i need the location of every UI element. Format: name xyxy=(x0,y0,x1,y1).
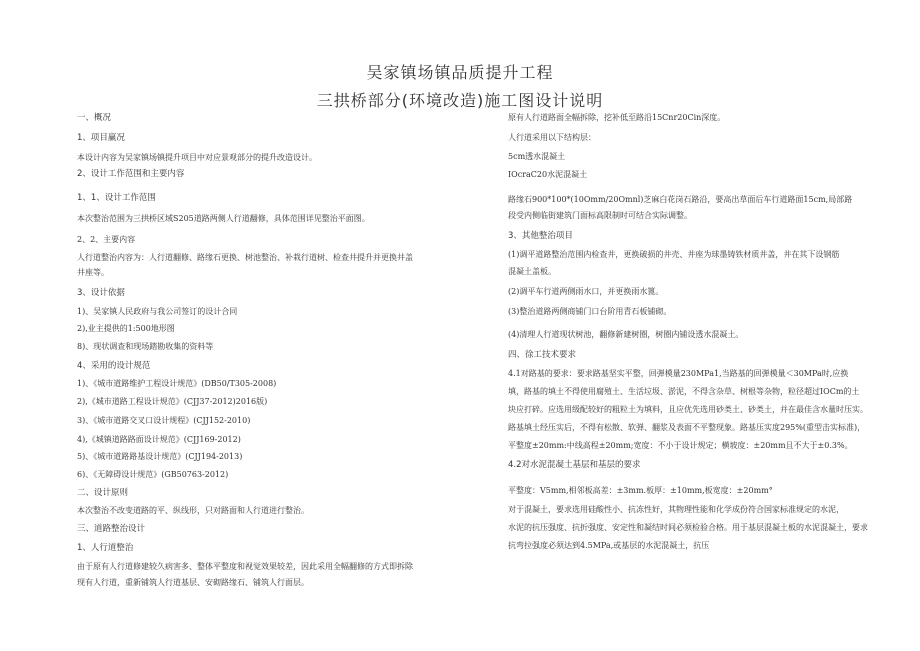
paragraph-line: (4)清理人行道现状树池，翻修新建树圈，树圈内铺设透水混凝土。 xyxy=(508,330,744,339)
paragraph-line: 4.1对路基的要求：要求路基坚实平整，回弹模量230MPa1,当路基的回弹模量＜30MPa时,应换 xyxy=(508,369,849,378)
paragraph-line: 混凝土盖板。 xyxy=(508,267,556,276)
document-subtitle: 三拱桥部分(环境改造)施工图设计说明 xyxy=(316,91,604,110)
paragraph-line: IOcraC20水泥混凝土 xyxy=(508,170,588,179)
paragraph-line: 6)、《无障碍设计规范》(GB50763-2012) xyxy=(77,470,229,479)
paragraph-line: 井座等。 xyxy=(77,268,109,277)
paragraph-line: 现有人行道，重新铺筑人行道基层、安砌路缘石、铺筑人行面层。 xyxy=(77,578,309,587)
paragraph-line: 人行道整治内容为：人行道翻修、路缘石更换、树池整治、补栽行道树、检查井提升并更换井盖 xyxy=(77,253,413,262)
paragraph-line: 抗弯拉强度必须达到4.5MPa,或基层的水泥混凝土，抗压 xyxy=(508,541,710,550)
paragraph-line: 本设计内容为吴家镇场镇提升项目中对应景观部分的提升改造设计。 xyxy=(77,153,317,162)
section-heading: 3、设计依据 xyxy=(77,288,125,298)
paragraph-line: 本次整治范围为三拱桥区域S205道路两侧人行道翻修，具体范围详见整治平面图。 xyxy=(77,214,370,223)
paragraph-line: (1)调平道路整治范围内检查井，更换破损的井壳、井座为球墨铸铁材质井盖，井在其下设钢筋 xyxy=(508,250,840,259)
paragraph-line: 4),《城镇道路路面设计规范》(CJJ169-2012) xyxy=(77,435,241,444)
paragraph-line: 5cm透水混凝土 xyxy=(508,152,566,161)
paragraph-line: 原有人行道路面全幅拆除，挖补低至路沿15Cnr20Cin深度。 xyxy=(508,113,726,122)
paragraph-line: 平整度：V5mm,相邻板高差：±3mm.板厚：±10mm,板宽度：±20mm° xyxy=(508,486,773,495)
section-heading: 四、徐工技术要求 xyxy=(508,350,577,360)
section-heading: 3、其他整治项目 xyxy=(508,231,573,241)
paragraph-line: 填，路基的填土不得使用腐殖土、生活垃圾、淤泥，不得含杂草、树根等杂物，粒径超过IOCm的土 xyxy=(508,387,860,396)
paragraph-line: 5)、《城市道路路基设计规范》(CJJ194-2013) xyxy=(77,452,243,461)
paragraph-line: 路基填土经压实后，不得有松散、软弹、翻浆及表面不平整现象。路基压实度295%(重型击实标准)， xyxy=(508,423,866,432)
paragraph-line: 2),《城市道路工程设计规范》(CJJ37-2012)2016版) xyxy=(77,397,268,406)
paragraph-line: 对于混凝土，要求选用硅酸性小、抗冻性好，其物理性能和化学成份符合国家标准规定的水泥， xyxy=(508,505,844,514)
paragraph-line: 2、2、主要内容 xyxy=(77,235,136,244)
section-heading: 三、道路整治设计 xyxy=(77,524,146,534)
section-heading: 二、设计原则 xyxy=(77,488,129,498)
paragraph-line: 由于原有人行道修建较久病害多、整体平整度和视觉效果较差，因此采用全幅翻修的方式即拆除 xyxy=(77,562,413,571)
paragraph-line: 1)、《城市道路维护工程设计规范》(DB50/T305-2008) xyxy=(77,379,277,388)
section-heading: 1、人行道整治 xyxy=(77,543,134,553)
section-heading: 2、设计工作范围和主要内容 xyxy=(77,169,185,179)
paragraph-line: 块应打碎。应选用级配较好的粗粒土为填料，且应优先选用砂类土、砂类土，并在最佳含水量时压实。 xyxy=(508,405,868,414)
section-heading: 1、项目赢况 xyxy=(77,133,125,143)
paragraph-line: 8)、现状调查和现场踏勘收集的资料等 xyxy=(77,342,214,351)
paragraph-line: 人行道采用以下结构层： xyxy=(508,133,596,142)
section-heading: 4.2对水泥混凝土基层和基层的要求 xyxy=(508,460,641,470)
paragraph-line: 路缘石900*100*(10Omm/20Omnl)芝麻白花岗石路沿，要高出草面后车行道路面15cm,局部路 xyxy=(508,195,853,204)
section-heading: 1、1、设计工作范围 xyxy=(77,193,156,203)
document-title: 吴家镇场镇品质提升工程 xyxy=(366,63,554,82)
paragraph-line: 段受内侧临街建筑门面标高限制时可结合实际调整。 xyxy=(508,211,692,220)
paragraph-line: 3)、《城市道路交叉口设计规程》(CJJ152-2010) xyxy=(77,416,251,425)
paragraph-line: 水泥的抗压强度、抗折强度、安定性和凝结时间必须检验合格。用于基层混凝土板的水泥混凝土，要求 xyxy=(508,523,868,532)
paragraph-line: 平整度±20mm:中线高程±20mm;宽度：不小于设计规定；横坡度：±20mm且不大于±0.3%。 xyxy=(508,441,853,450)
paragraph-line: 本次整治不改变道路的平、纵线形，只对路面和人行道进行整治。 xyxy=(77,506,309,515)
section-heading: 4、采用的设计规范 xyxy=(77,361,151,371)
paragraph-line: 1)、吴家镇人民政府与我公司签订的设计合同 xyxy=(77,307,238,316)
paragraph-line: (3)整治道路两侧商铺门口台阶用青石板铺砌。 xyxy=(508,307,672,316)
paragraph-line: (2)调平车行道两侧雨水口，并更换雨水篦。 xyxy=(508,287,664,296)
section-heading: 一、概况 xyxy=(77,113,112,123)
paragraph-line: 2),业主提供的1:500地形图 xyxy=(77,324,175,333)
